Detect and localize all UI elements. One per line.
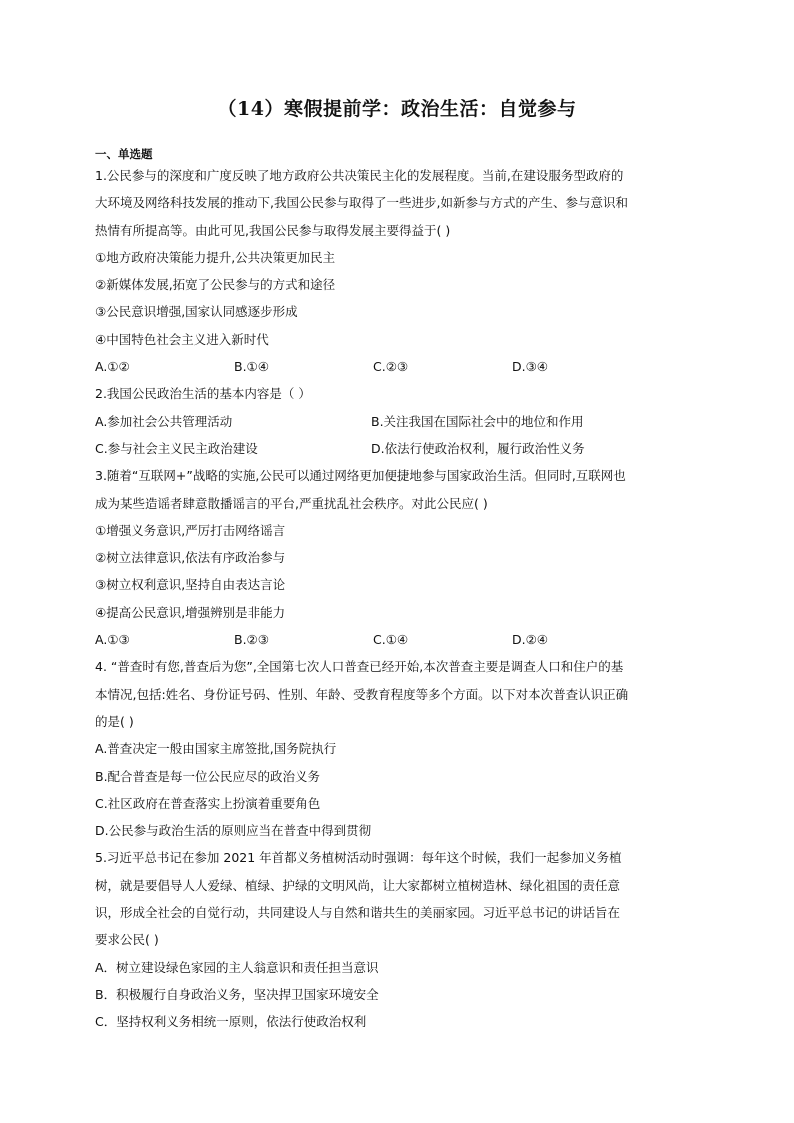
question-stem-line: 树，就是要倡导人人爱绿、植绿、护绿的文明风尚，让大家都树立植树造林、绿化祖国的责任意	[95, 877, 621, 893]
option-d: D.③④	[512, 359, 549, 375]
option-c: C.参与社会主义民主政治建设	[95, 440, 258, 456]
option-c: C.②③	[373, 359, 409, 375]
question-stem-line: 识，形成全社会的自觉行动，共同建设人与自然和谐共生的美丽家园。习近平总书记的讲话旨在	[95, 905, 621, 921]
question-4	[95, 653, 700, 844]
statement-item: ④提高公民意识,增强辨别是非能力	[95, 604, 286, 620]
option-c: C.社区政府在普查落实上扮演着重要角色	[95, 795, 321, 811]
question-stem-line: 1.公民参与的深度和广度反映了地方政府公共决策民主化的发展程度。当前,在建设服务型政府的	[95, 168, 624, 183]
question-5	[95, 844, 700, 1035]
question-stem-line: 热情有所提高等。由此可见,我国公民参与取得发展主要得益于( )	[95, 222, 451, 238]
statement-item: ①增强义务意识,严厉打击网络谣言	[95, 522, 286, 538]
question-stem-line: 2.我国公民政治生活的基本内容是（ ）	[95, 386, 311, 402]
option-d: D.②④	[512, 632, 549, 648]
question-3	[95, 462, 700, 653]
page-title: （14）寒假提前学：政治生活：自觉参与	[217, 98, 577, 120]
option-c: C.①④	[373, 632, 409, 648]
option-b: B．积极履行自身政治义务，坚决捍卫国家环境安全	[95, 986, 379, 1002]
option-a: A．树立建设绿色家园的主人翁意识和责任担当意识	[95, 959, 379, 975]
statement-item: ④中国特色社会主义进入新时代	[95, 331, 269, 347]
answer-options	[95, 353, 700, 380]
question-stem-line: 4. “普查时有您,普查后为您”,全国第七次人口普查已经开始,本次普查主要是调查人口和住户的基	[95, 659, 624, 675]
statement-item: ②新媒体发展,拓宽了公民参与的方式和途径	[95, 277, 336, 293]
answer-options	[95, 626, 700, 653]
question-list	[95, 162, 700, 1036]
question-stem-line: 本情况,包括:姓名、身份证号码、性别、年龄、受教育程度等多个方面。以下对本次普查认识正确	[95, 686, 629, 702]
statement-item: ③树立权利意识,坚持自由表达言论	[95, 577, 286, 593]
option-c: C．坚持权利义务相统一原则，依法行使政治权利	[95, 1014, 367, 1030]
question-stem-line: 大环境及网络科技发展的推动下,我国公民参与取得了一些进步,如新参与方式的产生、参与意识和	[95, 195, 628, 211]
question-1	[95, 162, 700, 380]
option-d: D.公民参与政治生活的原则应当在普查中得到贯彻	[95, 823, 372, 839]
option-b: B.②③	[234, 632, 269, 648]
question-stem-line: 的是( )	[95, 713, 134, 729]
option-a: A.普查决定一般由国家主席签批,国务院执行	[95, 741, 337, 757]
statement-item: ②树立法律意识,依法有序政治参与	[95, 550, 286, 566]
answer-options	[95, 408, 700, 435]
option-b: B.①④	[234, 359, 269, 375]
option-b: B.配合普查是每一位公民应尽的政治义务	[95, 768, 321, 784]
statement-item: ①地方政府决策能力提升,公共决策更加民主	[95, 249, 336, 265]
question-stem-line: 成为某些造谣者肆意散播谣言的平台,严重扰乱社会秩序。对此公民应( )	[95, 495, 488, 511]
section-heading: 一、单选题	[95, 147, 153, 161]
question-2	[95, 380, 700, 462]
option-a: A.参加社会公共管理活动	[95, 413, 233, 429]
statement-item: ③公民意识增强,国家认同感逐步形成	[95, 304, 298, 320]
question-stem-line: 3.随着“互联网+”战略的实施,公民可以通过网络更加便捷地参与国家政治生活。但同时,互联网也	[95, 468, 626, 484]
option-a: A.①②	[95, 359, 130, 375]
question-stem-line: 要求公民( )	[95, 932, 159, 948]
option-b: B.关注我国在国际社会中的地位和作用	[371, 413, 584, 429]
option-d: D.依法行使政治权利，履行政治性义务	[371, 440, 585, 456]
answer-options	[95, 435, 700, 462]
question-stem-line: 5.习近平总书记在参加 2021 年首都义务植树活动时强调：每年这个时候，我们一起参加义务植	[95, 850, 622, 866]
option-a: A.①③	[95, 632, 130, 648]
